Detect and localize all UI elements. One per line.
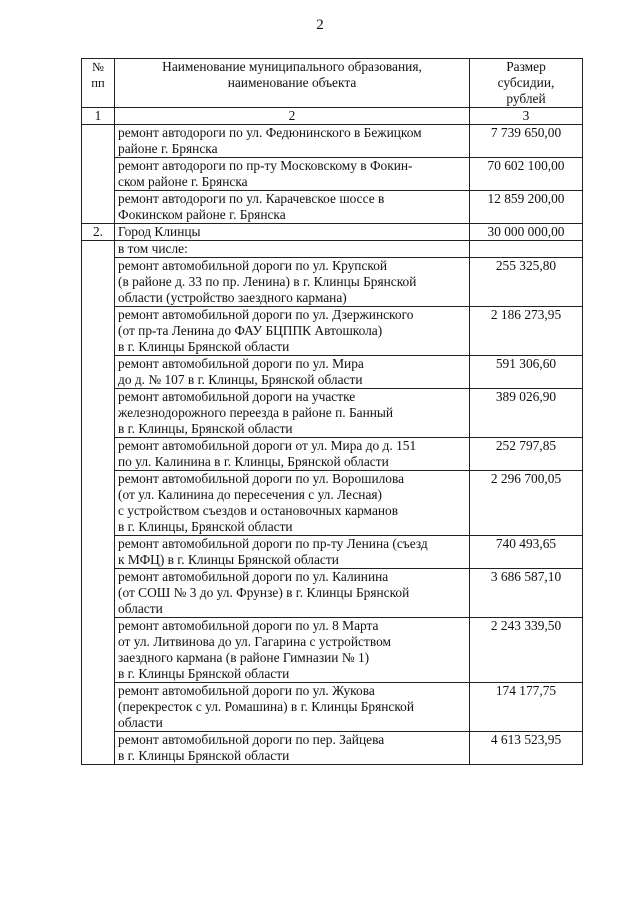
object-name-line: ремонт автомобильной дороги по ул. Дзержинского	[118, 307, 414, 322]
subsidy-amount-cell: 174 177,75	[470, 683, 583, 732]
header-name-cell	[115, 59, 470, 108]
header-number-line: пп	[91, 76, 105, 90]
object-name-cell	[115, 258, 470, 307]
table-row	[82, 125, 583, 158]
row-number-cell-empty	[82, 125, 115, 224]
table-header-row	[82, 59, 583, 108]
object-name-cell	[115, 191, 470, 224]
object-name-line: ремонт автомобильной дороги по ул. 8 Марта	[118, 618, 379, 633]
table-row	[82, 158, 583, 191]
header-number-cell	[82, 59, 115, 108]
table-row	[82, 569, 583, 618]
object-name-line: железнодорожного переезда в районе п. Банный	[118, 405, 394, 420]
header-amount-line: субсидии,	[497, 75, 555, 90]
table-row	[82, 356, 583, 389]
object-name-line: (от СОШ № 3 до ул. Фрунзе) в г. Клинцы Брянской	[118, 585, 410, 600]
object-name-cell	[115, 241, 470, 258]
subsidy-amount-cell: 2 186 273,95	[470, 307, 583, 356]
subsidy-amount-cell: 7 739 650,00	[470, 125, 583, 158]
subsidy-amount-cell: 2 296 700,05	[470, 471, 583, 536]
object-name-line: к МФЦ) в г. Клинцы Брянской области	[118, 552, 339, 567]
object-name-cell	[115, 732, 470, 765]
object-name-line: Фокинском районе г. Брянска	[118, 207, 286, 222]
column-index-row	[82, 108, 583, 125]
object-name-line: (от пр-та Ленина до ФАУ БЦППК Автошкола)	[118, 323, 383, 338]
object-name-line: (перекресток с ул. Ромашина) в г. Клинцы Брянской	[118, 699, 415, 714]
column-index-cell: 3	[470, 108, 583, 125]
object-name-line: ремонт автодороги по пр-ту Московскому в Фокин-	[118, 158, 413, 173]
object-name-cell	[115, 307, 470, 356]
object-name-cell	[115, 389, 470, 438]
subsidy-amount-cell: 70 602 100,00	[470, 158, 583, 191]
object-name-line: ремонт автодороги по ул. Федюнинского в Бежицком	[118, 125, 422, 140]
object-name-line: ском районе г. Брянска	[118, 174, 248, 189]
object-name-cell	[115, 224, 470, 241]
object-name-line: ремонт автомобильной дороги по ул. Жукова	[118, 683, 375, 698]
table-row	[82, 471, 583, 536]
table-row	[82, 191, 583, 224]
object-name-line: ремонт автомобильной дороги по ул. Мира	[118, 356, 364, 371]
subsidy-amount-cell: 2 243 339,50	[470, 618, 583, 683]
object-name-line: ремонт автомобильной дороги по пер. Зайцева	[118, 732, 385, 747]
subsidy-amount-cell: 12 859 200,00	[470, 191, 583, 224]
subsidy-amount-cell: 740 493,65	[470, 536, 583, 569]
table-row	[82, 224, 583, 241]
object-name-line: ремонт автомобильной дороги от ул. Мира до д. 151	[118, 438, 417, 453]
table-row	[82, 536, 583, 569]
column-index-cell: 1	[82, 108, 115, 125]
object-name-line: ремонт автомобильной дороги на участке	[118, 389, 356, 404]
object-name-line: (от ул. Калинина до пересечения с ул. Лесная)	[118, 487, 382, 502]
object-name-line: районе г. Брянска	[118, 141, 218, 156]
object-name-line: до д. № 107 в г. Клинцы, Брянской области	[118, 372, 363, 387]
row-number-cell-empty	[82, 241, 115, 765]
table-row	[82, 683, 583, 732]
header-name-line: Наименование муниципального образования,	[162, 59, 422, 74]
header-name-line: наименование объекта	[227, 75, 357, 90]
subsidy-table	[81, 58, 583, 765]
header-amount-cell	[470, 59, 583, 108]
object-name-line: Город Клинцы	[118, 224, 201, 239]
header-amount-line: рублей	[506, 91, 546, 106]
table-row	[82, 307, 583, 356]
object-name-line: в том числе:	[118, 241, 188, 256]
object-name-line: с устройством съездов и остановочных карманов	[118, 503, 399, 518]
subsidy-amount-cell	[470, 241, 583, 258]
object-name-line: заездного кармана (в районе Гимназии № 1)	[118, 650, 370, 665]
header-amount-line: Размер	[506, 59, 546, 74]
object-name-cell	[115, 356, 470, 389]
object-name-cell	[115, 438, 470, 471]
subsidy-amount-cell: 252 797,85	[470, 438, 583, 471]
object-name-line: ремонт автомобильной дороги по ул. Калинина	[118, 569, 389, 584]
object-name-line: в г. Клинцы Брянской области	[118, 339, 290, 354]
object-name-line: в г. Клинцы Брянской области	[118, 748, 290, 763]
object-name-cell	[115, 569, 470, 618]
column-index-cell: 2	[115, 108, 470, 125]
table-row	[82, 732, 583, 765]
object-name-line: ремонт автомобильной дороги по ул. Ворошилова	[118, 471, 405, 486]
table-row	[82, 438, 583, 471]
subsidy-amount-cell: 4 613 523,95	[470, 732, 583, 765]
object-name-cell	[115, 471, 470, 536]
object-name-line: ремонт автомобильной дороги по пр-ту Ленина (съезд	[118, 536, 428, 551]
subsidy-amount-cell: 389 026,90	[470, 389, 583, 438]
table-row	[82, 258, 583, 307]
subsidy-amount-cell: 3 686 587,10	[470, 569, 583, 618]
table-row	[82, 618, 583, 683]
row-number-cell: 2.	[82, 224, 115, 241]
object-name-cell	[115, 536, 470, 569]
object-name-line: (в районе д. 33 по пр. Ленина) в г. Клинцы Брянской	[118, 274, 417, 289]
object-name-cell	[115, 683, 470, 732]
object-name-cell	[115, 158, 470, 191]
object-name-line: области	[118, 715, 163, 730]
subsidy-amount-cell: 30 000 000,00	[470, 224, 583, 241]
object-name-line: в г. Клинцы Брянской области	[118, 666, 290, 681]
object-name-cell	[115, 618, 470, 683]
subsidy-amount-cell: 591 306,60	[470, 356, 583, 389]
table-row	[82, 389, 583, 438]
object-name-line: в г. Клинцы, Брянской области	[118, 421, 293, 436]
object-name-line: от ул. Литвинова до ул. Гагарина с устройством	[118, 634, 391, 649]
table-row	[82, 241, 583, 258]
subsidy-amount-cell: 255 325,80	[470, 258, 583, 307]
object-name-line: ремонт автодороги по ул. Карачевское шоссе в	[118, 191, 385, 206]
object-name-line: по ул. Калинина в г. Клинцы, Брянской области	[118, 454, 389, 469]
object-name-line: области (устройство заездного кармана)	[118, 290, 347, 305]
header-number-line: №	[92, 60, 104, 74]
object-name-line: в г. Клинцы, Брянской области	[118, 519, 293, 534]
object-name-cell	[115, 125, 470, 158]
object-name-line: ремонт автомобильной дороги по ул. Крупской	[118, 258, 388, 273]
page-number: 2	[316, 17, 324, 33]
object-name-line: области	[118, 601, 163, 616]
